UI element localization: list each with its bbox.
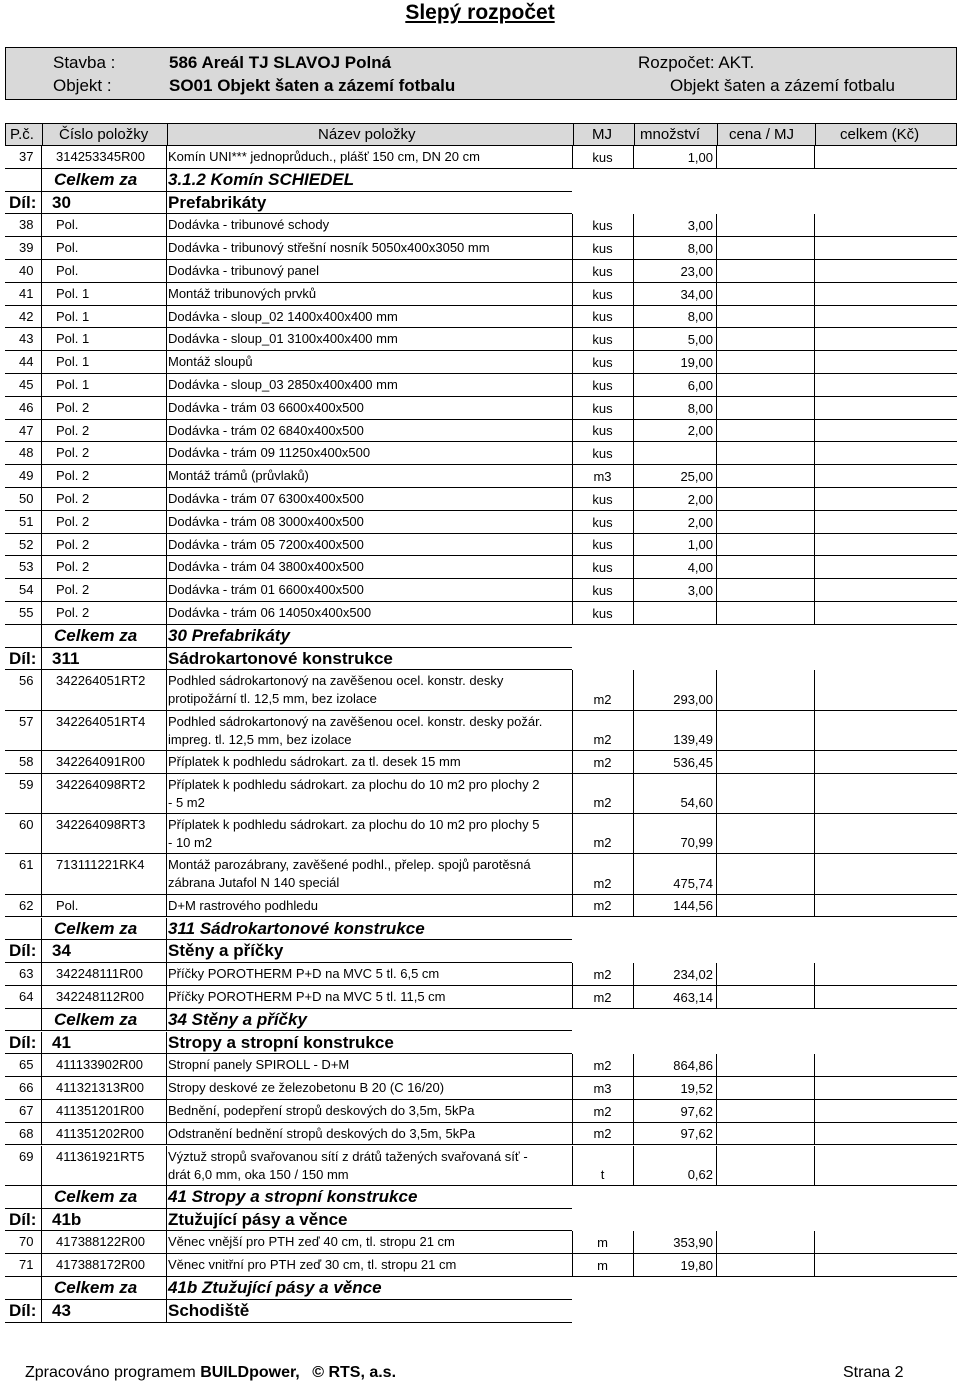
item-name-line: Dodávka - trám 02 6840x400x500 — [168, 422, 364, 438]
item-name-line: Dodávka - trám 06 14050x400x500 — [168, 605, 372, 620]
section-header-row — [5, 1300, 957, 1323]
unit: kus — [592, 332, 613, 348]
row-number: 68 — [19, 1125, 34, 1141]
table-row — [5, 1231, 957, 1254]
item-name-line: Podhled sádrokartonový na zavěšenou ocel. konstr. desky — [168, 673, 504, 689]
dil-label: Díl: — [9, 941, 37, 961]
unit: m2 — [593, 989, 612, 1005]
quantity: 6,00 — [687, 377, 713, 393]
row-number: 71 — [19, 1257, 34, 1273]
unit: kus — [592, 491, 613, 507]
dil-code: 41b — [52, 1209, 82, 1229]
quantity: 4,00 — [687, 560, 713, 576]
item-name-line: Příplatek k podhledu sádrokart. za tl. desek 15 mm — [168, 754, 461, 769]
table-row — [5, 670, 957, 710]
row-number: 69 — [19, 1148, 34, 1164]
table-row — [5, 854, 957, 894]
quantity: 144,56 — [673, 898, 713, 914]
item-name-line: Montáž parozábrany, zavěšené podhl., přelep. spojů parotěsná — [168, 857, 531, 873]
table-row — [5, 895, 957, 918]
item-code: 342264051RT4 — [56, 713, 146, 729]
quantity: 463,14 — [673, 989, 713, 1005]
page-number: Strana 2 — [843, 1364, 904, 1381]
item-code: Pol. 2 — [56, 422, 90, 438]
quantity: 5,00 — [687, 332, 713, 348]
unit: m2 — [593, 691, 612, 707]
total-section-name: 34 Stěny a příčky — [168, 1009, 307, 1029]
quantity: 475,74 — [673, 875, 713, 891]
item-code: Pol. 1 — [56, 331, 90, 347]
item-code: Pol. 2 — [56, 468, 90, 484]
quantity: 3,00 — [687, 218, 713, 234]
unit: m2 — [593, 966, 612, 982]
table-row — [5, 374, 957, 397]
item-code: 342248111R00 — [56, 966, 143, 982]
item-name-line: Dodávka - sloup_03 2850x400x400 mm — [168, 377, 398, 392]
quantity: 2,00 — [687, 514, 713, 530]
item-name-line: Příčky POROTHERM P+D na MVC 5 tl. 6,5 cm — [168, 966, 440, 982]
row-number: 52 — [19, 536, 34, 552]
row-number: 66 — [19, 1080, 34, 1096]
footer-prefix: Zpracováno programem — [25, 1364, 201, 1381]
table-row — [5, 306, 957, 329]
quantity: 353,90 — [673, 1235, 713, 1251]
unit: kus — [592, 400, 613, 416]
table-row — [5, 1123, 957, 1146]
footer-copyright: © RTS, a.s. — [312, 1364, 397, 1381]
table-row — [5, 397, 957, 420]
row-number: 40 — [19, 263, 34, 278]
table-row — [5, 1146, 957, 1186]
item-name-line: Montáž trámů (průvlaků) — [168, 468, 309, 484]
section-total-row — [5, 918, 957, 941]
row-number: 51 — [19, 513, 34, 529]
item-code: 411351201R00 — [56, 1102, 144, 1118]
quantity: 2,00 — [687, 491, 713, 507]
quantity: 1,00 — [687, 537, 713, 553]
section-header-row — [5, 940, 957, 963]
item-name-line: Příplatek k podhledu sádrokart. za plochu do 10 m2 pro plochy 5 — [168, 817, 540, 833]
unit: m2 — [593, 795, 612, 811]
unit: kus — [592, 218, 613, 234]
item-code: Pol. 2 — [56, 582, 90, 598]
item-name-line: protipožární tl. 12,5 mm, bez izolace — [168, 691, 377, 707]
item-name-line: zábrana Jutafol N 140 speciál — [168, 875, 340, 891]
item-code: 411133902R00 — [56, 1057, 143, 1073]
unit: m2 — [593, 754, 612, 770]
item-name-line: Dodávka - tribunový střešní nosník 5050x400x3050 mm — [168, 240, 490, 256]
table-row — [5, 1054, 957, 1077]
row-number: 55 — [19, 605, 34, 620]
unit: kus — [592, 582, 613, 598]
unit: kus — [592, 263, 613, 279]
item-name-line: D+M rastrového podhledu — [168, 897, 318, 913]
row-number: 50 — [19, 491, 34, 506]
item-name-line: Příčky POROTHERM P+D na MVC 5 tl. 11,5 cm — [168, 988, 446, 1004]
item-code: Pol. 2 — [56, 399, 90, 415]
unit: m2 — [593, 1103, 612, 1119]
table-row — [5, 420, 957, 443]
dil-label: Díl: — [9, 1032, 37, 1052]
total-label: Celkem za — [54, 918, 138, 938]
quantity: 97,62 — [680, 1103, 713, 1119]
col-celkem: celkem (Kč) — [840, 126, 920, 143]
item-code: 342264091R00 — [56, 754, 145, 769]
footer-generated — [25, 1363, 396, 1383]
row-number: 42 — [19, 308, 34, 324]
item-code: 417388122R00 — [56, 1234, 145, 1250]
unit: kus — [592, 240, 613, 256]
quantity: 23,00 — [680, 263, 713, 279]
unit: m — [597, 1257, 608, 1273]
section-header-row — [5, 1032, 957, 1055]
quantity: 19,52 — [680, 1080, 713, 1096]
item-name-line: Podhled sádrokartonový na zavěšenou ocel. konstr. desky požár. — [168, 713, 543, 729]
total-label: Celkem za — [54, 625, 138, 645]
dil-label: Díl: — [9, 1209, 37, 1229]
section-total-row — [5, 1009, 957, 1032]
dil-name: Stropy a stropní konstrukce — [168, 1032, 394, 1052]
item-name-line: Dodávka - trám 01 6600x400x500 — [168, 582, 364, 598]
total-section-name: 41 Stropy a stropní konstrukce — [168, 1186, 418, 1206]
unit: m2 — [593, 731, 612, 747]
quantity: 34,00 — [680, 286, 713, 302]
item-code: Pol. 2 — [56, 513, 90, 529]
quantity: 139,49 — [673, 731, 713, 747]
col-cena: cena / MJ — [729, 126, 795, 143]
table-row — [5, 260, 957, 283]
section-total-row — [5, 1277, 957, 1300]
table-row — [5, 963, 957, 986]
row-number: 57 — [19, 713, 34, 729]
total-section-name: 311 Sádrokartonové konstrukce — [168, 918, 425, 938]
item-code: 417388172R00 — [56, 1257, 145, 1273]
section-total-row — [5, 169, 957, 192]
footer-brand: BUILDpower, — [200, 1364, 300, 1381]
table-row — [5, 465, 957, 488]
quantity: 864,86 — [673, 1058, 713, 1074]
item-code: Pol. — [56, 263, 79, 278]
item-code: 342264051RT2 — [56, 673, 146, 689]
dil-code: 43 — [52, 1300, 71, 1320]
item-name-line: drát 6,0 mm, oka 150 / 150 mm — [168, 1166, 349, 1182]
rozpocet-label: Rozpočet: AKT. — [638, 53, 755, 72]
row-number: 47 — [19, 422, 34, 438]
item-name-line: Bednění, podepření stropů deskových do 3,5m, 5kPa — [168, 1102, 475, 1118]
dil-code: 41 — [52, 1032, 71, 1052]
section-header-row — [5, 648, 957, 671]
item-name-line: Dodávka - trám 08 3000x400x500 — [168, 513, 364, 529]
row-number: 37 — [19, 149, 34, 164]
objekt-label: Objekt : — [53, 76, 112, 95]
item-name-line: Stropní panely SPIROLL - D+M — [168, 1057, 350, 1073]
item-code: 411361921RT5 — [56, 1148, 145, 1164]
dil-name: Schodiště — [168, 1300, 250, 1320]
item-name-line: impreg. tl. 12,5 mm, bez izolace — [168, 731, 352, 747]
item-code: Pol. — [56, 897, 79, 913]
col-nazev: Název položky — [318, 126, 416, 143]
unit: kus — [592, 309, 613, 325]
item-name-line: Výztuž stropů svařovanou sítí z drátů tažených svařovaná síť - — [168, 1148, 528, 1164]
row-number: 65 — [19, 1057, 34, 1073]
quantity: 70,99 — [680, 835, 713, 851]
quantity: 1,00 — [687, 149, 713, 165]
dil-name: Stěny a příčky — [168, 941, 284, 961]
quantity: 536,45 — [673, 754, 713, 770]
item-code: 342264098RT3 — [56, 817, 146, 833]
dil-label: Díl: — [9, 648, 37, 668]
table-row — [5, 1254, 957, 1277]
row-number: 63 — [19, 966, 34, 982]
row-number: 45 — [19, 377, 34, 392]
unit: kus — [592, 423, 613, 439]
unit: m2 — [593, 875, 612, 891]
item-code: Pol. 1 — [56, 285, 90, 301]
row-number: 58 — [19, 754, 34, 769]
row-number: 44 — [19, 354, 34, 370]
unit: kus — [592, 149, 613, 165]
quantity: 97,62 — [680, 1126, 713, 1142]
section-header-row — [5, 192, 957, 215]
item-code: 411321313R00 — [56, 1080, 144, 1096]
page-title: Slepý rozpočet — [405, 1, 555, 24]
item-name-line: Dodávka - trám 09 11250x400x500 — [168, 445, 371, 461]
quantity: 8,00 — [687, 240, 713, 256]
quantity: 8,00 — [687, 400, 713, 416]
item-code: Pol. 2 — [56, 536, 90, 552]
item-code: 314253345R00 — [56, 149, 145, 164]
quantity: 19,00 — [680, 354, 713, 370]
row-number: 53 — [19, 559, 34, 575]
unit: t — [600, 1166, 605, 1182]
item-code: 411351202R00 — [56, 1125, 144, 1141]
row-number: 39 — [19, 240, 34, 256]
row-number: 64 — [19, 988, 34, 1004]
unit: kus — [592, 605, 613, 621]
item-name-line: Dodávka - trám 05 7200x400x500 — [168, 536, 364, 552]
item-name-line: Dodávka - tribunový panel — [168, 263, 320, 278]
item-code: 342248112R00 — [56, 988, 144, 1004]
row-number: 38 — [19, 217, 34, 233]
quantity: 0,62 — [687, 1166, 713, 1182]
dil-code: 34 — [52, 941, 71, 961]
quantity: 54,60 — [680, 795, 713, 811]
item-code: Pol. 2 — [56, 559, 90, 575]
table-row — [5, 814, 957, 854]
unit: m3 — [593, 1080, 612, 1096]
item-name-line: Příplatek k podhledu sádrokart. za plochu do 10 m2 pro plochy 2 — [168, 776, 540, 792]
section-header-row — [5, 1209, 957, 1232]
dil-code: 30 — [52, 192, 71, 212]
row-number: 61 — [19, 857, 34, 873]
total-section-name: 41b Ztužující pásy a věnce — [168, 1278, 382, 1297]
table-row — [5, 986, 957, 1009]
table-row — [5, 711, 957, 751]
table-row — [5, 328, 957, 351]
unit: kus — [592, 354, 613, 370]
item-name-line: Dodávka - trám 07 6300x400x500 — [168, 491, 364, 506]
item-name-line: - 10 m2 — [168, 835, 213, 851]
row-number: 59 — [19, 776, 34, 792]
row-number: 70 — [19, 1234, 34, 1250]
table-row — [5, 602, 957, 625]
item-code: Pol. — [56, 217, 79, 233]
total-label: Celkem za — [54, 1278, 138, 1297]
quantity: 293,00 — [673, 691, 713, 707]
total-label: Celkem za — [54, 1186, 138, 1206]
quantity: 8,00 — [687, 309, 713, 325]
row-number: 48 — [19, 445, 34, 461]
item-code: Pol. 2 — [56, 445, 90, 461]
dil-label: Díl: — [9, 1300, 37, 1320]
table-row — [5, 751, 957, 774]
item-code: 713111221RK4 — [56, 857, 145, 873]
total-label: Celkem za — [54, 169, 138, 189]
item-code: Pol. 2 — [56, 491, 90, 506]
quantity: 25,00 — [680, 468, 713, 484]
item-code: Pol. — [56, 240, 79, 256]
row-number: 67 — [19, 1102, 34, 1118]
table-row — [5, 534, 957, 557]
item-name-line: Dodávka - sloup_01 3100x400x400 mm — [168, 331, 398, 347]
dil-name: Prefabrikáty — [168, 192, 267, 212]
item-name-line: Věnec vnější pro PTH zeď 40 cm, tl. stropu 21 cm — [168, 1234, 455, 1250]
row-number: 54 — [19, 582, 34, 598]
unit: kus — [592, 560, 613, 576]
item-name-line: Odstranění bednění stropů deskových do 3,5m, 5kPa — [168, 1125, 476, 1141]
row-number: 56 — [19, 673, 34, 689]
objekt-right: Objekt šaten a zázemí fotbalu — [670, 76, 895, 95]
unit: kus — [592, 537, 613, 553]
item-code: Pol. 1 — [56, 308, 90, 324]
table-row — [5, 579, 957, 602]
table-row — [5, 556, 957, 579]
col-cislo: Číslo položky — [59, 126, 149, 143]
dil-code: 311 — [52, 648, 80, 668]
quantity: 19,80 — [680, 1257, 713, 1273]
quantity: 234,02 — [673, 966, 713, 982]
total-section-name: 30 Prefabrikáty — [168, 625, 290, 645]
table-row — [5, 774, 957, 814]
section-total-row — [5, 1186, 957, 1209]
unit: m2 — [593, 898, 612, 914]
stavba-value: 586 Areál TJ SLAVOJ Polná — [169, 53, 392, 72]
row-number: 41 — [19, 285, 34, 301]
unit: m2 — [593, 1126, 612, 1142]
section-total-row — [5, 625, 957, 648]
item-name-line: Komín UNI*** jednoprůduch., plášť 150 cm, DN 20 cm — [168, 149, 480, 164]
item-name-line: Stropy deskové ze železobetonu B 20 (C 16/20) — [168, 1080, 445, 1096]
unit: kus — [592, 446, 613, 462]
row-number: 49 — [19, 468, 34, 484]
table-row — [5, 146, 957, 169]
quantity: 2,00 — [687, 423, 713, 439]
unit: kus — [592, 286, 613, 302]
table-row — [5, 237, 957, 260]
stavba-label: Stavba : — [53, 53, 116, 72]
item-code: Pol. 1 — [56, 354, 90, 370]
col-pc: P.č. — [10, 126, 34, 143]
table-row — [5, 214, 957, 237]
dil-label: Díl: — [9, 192, 37, 212]
col-mj: MJ — [592, 126, 612, 143]
item-name-line: Dodávka - tribunové schody — [168, 217, 330, 233]
item-code: 342264098RT2 — [56, 776, 146, 792]
row-number: 60 — [19, 817, 34, 833]
dil-name: Sádrokartonové konstrukce — [168, 648, 393, 668]
item-name-line: Montáž sloupů — [168, 354, 253, 370]
item-code: Pol. 1 — [56, 377, 90, 392]
item-name-line: - 5 m2 — [168, 794, 205, 810]
item-code: Pol. 2 — [56, 605, 90, 620]
table-row — [5, 283, 957, 306]
item-name-line: Dodávka - sloup_02 1400x400x400 mm — [168, 308, 398, 324]
table-row — [5, 442, 957, 465]
item-name-line: Montáž tribunových prvků — [168, 285, 317, 301]
table-row — [5, 1100, 957, 1123]
table-row — [5, 511, 957, 534]
unit: kus — [592, 377, 613, 393]
row-number: 62 — [19, 897, 34, 913]
table-row — [5, 488, 957, 511]
total-label: Celkem za — [54, 1009, 138, 1029]
row-number: 46 — [19, 399, 34, 415]
dil-name: Ztužující pásy a věnce — [168, 1209, 348, 1229]
unit: m3 — [593, 468, 612, 484]
table-row — [5, 1077, 957, 1100]
table-row — [5, 351, 957, 374]
unit: kus — [592, 514, 613, 530]
col-mnozstvi: množství — [640, 126, 701, 143]
unit: m2 — [593, 1058, 612, 1074]
row-number: 43 — [19, 331, 34, 347]
item-name-line: Dodávka - trám 04 3800x400x500 — [168, 559, 364, 575]
item-name-line: Dodávka - trám 03 6600x400x500 — [168, 399, 364, 415]
objekt-value: SO01 Objekt šaten a zázemí fotbalu — [169, 76, 456, 95]
item-name-line: Věnec vnitřní pro PTH zeď 30 cm, tl. stropu 21 cm — [168, 1257, 457, 1273]
total-section-name: 3.1.2 Komín SCHIEDEL — [168, 169, 355, 189]
quantity: 3,00 — [687, 582, 713, 598]
unit: m — [597, 1235, 608, 1251]
unit: m2 — [593, 835, 612, 851]
